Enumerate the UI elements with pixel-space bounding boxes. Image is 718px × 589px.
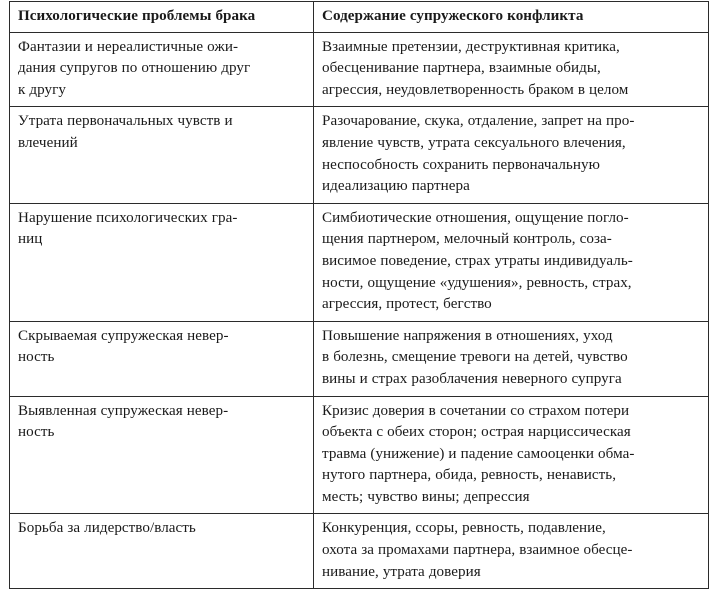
cell-content-text [322, 518, 701, 583]
text-line: идеализацию партнера [322, 178, 470, 195]
cell-content [314, 321, 709, 396]
table-header-row [10, 2, 709, 33]
cell-content-text [322, 401, 701, 509]
cell-content-text [322, 208, 701, 316]
table-header [10, 2, 709, 33]
table-row [10, 396, 709, 514]
cell-problem [10, 321, 314, 396]
cell-problem [10, 107, 314, 203]
text-line: нутого партнера, обида, ревность, ненависть, [322, 467, 617, 484]
column-header-content: Содержание супружеского конфликта [314, 2, 709, 33]
table-row [10, 321, 709, 396]
text-line: явление чувств, утрата сексуального влечения, [322, 134, 626, 151]
text-line: ности, ощущение «удушения», ревность, страх, [322, 274, 632, 291]
text-line: неспособность сохранить первоначальную [322, 156, 600, 173]
text-line: агрессия, протест, бегство [322, 296, 492, 313]
cell-content-text [322, 37, 701, 102]
text-line: месть; чувство вины; депрессия [322, 488, 530, 505]
text-line: Скрываемая супружеская невер- [18, 327, 229, 344]
table-row [10, 32, 709, 107]
cell-problem-text [18, 37, 306, 102]
text-line: ниц [18, 231, 43, 248]
cell-content [314, 32, 709, 107]
text-line: Кризис доверия в сочетании со страхом потери [322, 402, 630, 419]
table-row [10, 514, 709, 589]
text-line: Повышение напряжения в отношениях, уход [322, 327, 613, 344]
text-line: в болезнь, смещение тревоги на детей, чувство [322, 349, 628, 366]
text-line: ность [18, 424, 55, 441]
table-row [10, 203, 709, 321]
cell-content [314, 203, 709, 321]
column-header-problem: Психологические проблемы брака [10, 2, 314, 33]
text-line: висимое поведение, страх утраты индивидуаль- [322, 252, 633, 269]
cell-problem [10, 203, 314, 321]
text-line: объекта с обеих сторон; острая нарциссическая [322, 424, 631, 441]
cell-problem-text [18, 111, 306, 154]
text-line: Симбиотические отношения, ощущение погло- [322, 209, 629, 226]
text-line: Утрата первоначальных чувств и [18, 113, 233, 130]
cell-content [314, 514, 709, 589]
cell-problem [10, 396, 314, 514]
cell-content [314, 107, 709, 203]
text-line: к другу [18, 81, 66, 98]
cell-problem [10, 514, 314, 589]
text-line: влечений [18, 134, 78, 151]
cell-problem-text [18, 518, 306, 540]
psychological-problems-table [9, 1, 709, 589]
text-line: обесценивание партнера, взаимные обиды, [322, 60, 601, 77]
table-row [10, 107, 709, 203]
text-line: нивание, утрата доверия [322, 563, 481, 580]
text-line: охота за промахами партнера, взаимное обесце- [322, 542, 633, 559]
text-line: Конкуренция, ссоры, ревность, подавление, [322, 520, 606, 537]
text-line: дания супругов по отношению друг [18, 60, 251, 77]
text-line: ность [18, 349, 55, 366]
text-line: Взаимные претензии, деструктивная критика, [322, 38, 620, 55]
text-line: травма (унижение) и падение самооценки обма- [322, 445, 635, 462]
cell-content [314, 396, 709, 514]
text-line: Фантазии и нереалистичные ожи- [18, 38, 239, 55]
cell-problem-text [18, 401, 306, 444]
text-line: Борьба за лидерство/власть [18, 520, 196, 537]
cell-problem-text [18, 326, 306, 369]
table-body [10, 32, 709, 589]
text-line: Выявленная супружеская невер- [18, 402, 229, 419]
cell-content-text [322, 111, 701, 197]
text-line: Нарушение психологических гра- [18, 209, 238, 226]
text-line: агрессия, неудовлетворенность браком в целом [322, 81, 629, 98]
text-line: щения партнером, мелочный контроль, соза- [322, 231, 612, 248]
text-line: Разочарование, скука, отдаление, запрет на про- [322, 113, 635, 130]
text-line: вины и страх разоблачения неверного супруга [322, 370, 622, 387]
cell-content-text [322, 326, 701, 391]
cell-problem [10, 32, 314, 107]
cell-problem-text [18, 208, 306, 251]
